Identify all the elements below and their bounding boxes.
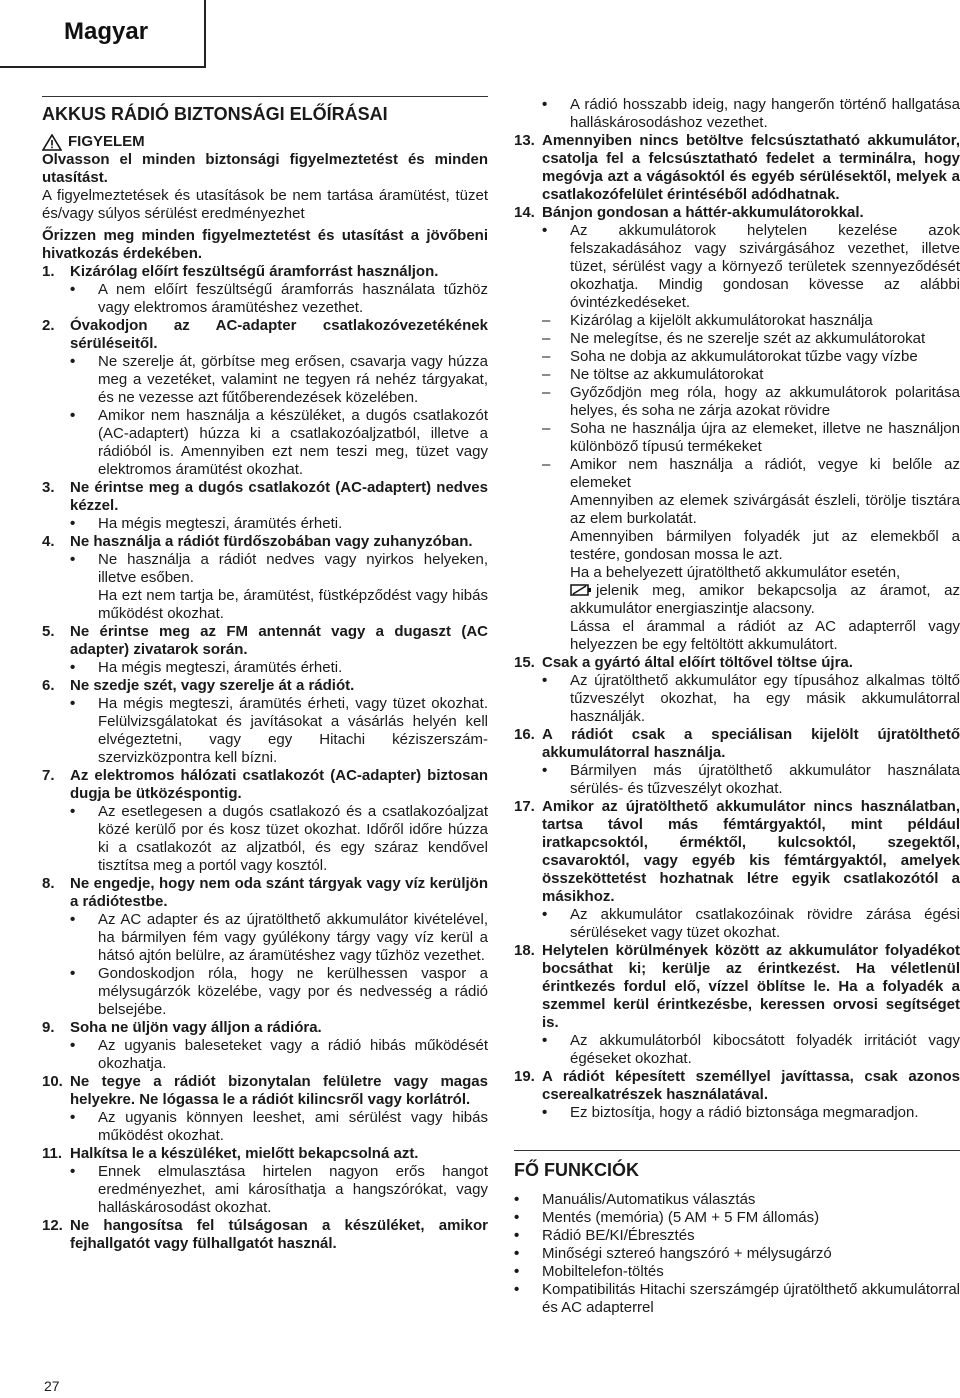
function-item: • Rádió BE/KI/Ébresztés [514, 1227, 695, 1244]
bullet: • Ha mégis megteszi, áramütés érheti, vagy tüzet okozhat. Felülvizsgálatokat és javításokat a vásárlás helyén kell elvégeztetni, vagy egy Hitachi kéziszerszám-szervizközpontra kell bízni. [70, 695, 488, 766]
bullet: • Az ugyanis könnyen leeshet, ami sérülést vagy hibás működést okozhat. [70, 1109, 488, 1144]
function-item: • Kompatibilitás Hitachi szerszámgép újratölthető akkumulátorral és AC adapterrel [514, 1281, 960, 1316]
right-column [514, 96, 960, 1317]
bullet: • Amikor nem használja a készüléket, a dugós csatlakozót (AC-adaptert) húzza ki a csatlakozóaljzatból, illetve a rádióból is. Amennyiben ezt nem teszi meg, tüzet vagy elektromos áramütést okozhat. [70, 407, 488, 478]
functions-title: FŐ FUNKCIÓK [514, 1150, 960, 1179]
bullet: • Az újratölthető akkumulátor egy típusához alkalmas töltő tűzveszélyt okozhat, ha egy másik akkumulátorral használják. [542, 672, 960, 725]
dash-item: – Amikor nem használja a rádiót, vegye ki belőle az elemeket [542, 456, 960, 491]
intro-text: A figyelmeztetések és utasítások be nem tartása áramütést, tüzet és/vagy súlyos sérülést eredményezhet [42, 187, 488, 222]
bullet: • Az ugyanis baleseteket vagy a rádió hibás működését okozhatja. [70, 1037, 488, 1072]
warning-heading [42, 133, 488, 151]
list-item: 16. A rádiót csak a speciálisan kijelölt újratölthető akkumulátorral használja. [514, 726, 960, 761]
bullet: • A rádió hosszabb ideig, nagy hangerőn történő hallgatása halláskárosodáshoz vezethet. [542, 96, 960, 131]
list-item: 2. Óvakodjon az AC-adapter csatlakozóvezetékének sérüléseitől. [42, 317, 488, 352]
function-item: • Mobiltelefon-töltés [514, 1263, 664, 1280]
dash-item: – Soha ne használja újra az elemeket, illetve ne használjon különböző típusú termékeket [542, 420, 960, 455]
keep-instructions: Őrizzen meg minden figyelmeztetést és utasítást a jövőbeni hivatkozás érdekében. [42, 227, 488, 262]
list-item: 18. Helytelen körülmények között az akkumulátor folyadékot bocsáthat ki; kerülje az érintkezést. Ha véletlenül érintkezés fordul elő, vízzel öblítse le. Ha a folyadék a szemmel kerül érintkezésbe, keressen orvosi segítséget is. [514, 942, 960, 1031]
paragraph: Amennyiben az elemek szivárgását észleli, törölje tisztára az elem burkolatát. [570, 492, 960, 527]
bullet: • Ne használja a rádiót nedves vagy nyirkos helyeken, illetve esőben. [70, 551, 488, 586]
intro-bold: Olvasson el minden biztonsági figyelmeztetést és minden utasítást. [42, 151, 488, 186]
list-item: 1. Kizárólag előírt feszültségű áramforrást használjon. [42, 263, 439, 280]
list-item: 13. Amennyiben nincs betöltve felcsúsztatható akkumulátor, csatolja fel a felcsúsztatható fedelet a terminálra, hogy megóvja azt a vágásoktól és egyéb sérülésektől, melyek a csatlakozófelület érintéséből adódhatnak. [514, 132, 960, 203]
bullet: • Gondoskodjon róla, hogy ne kerülhessen vaspor a mélysugárzók közelébe, vagy por és nedvesség a rádió belsejébe. [70, 965, 488, 1018]
paragraph: Amennyiben bármilyen folyadék jut az elemekből a testére, gondosan mossa le azt. [570, 528, 960, 563]
bullet: • Ne szerelje át, görbítse meg erősen, csavarja vagy húzza meg a vezetéket, valamint ne tegyen rá nehéz tárgyakat, és ne vezesse azt fűtőberendezések közelében. [70, 353, 488, 406]
function-item: • Manuális/Automatikus választás [514, 1191, 756, 1208]
function-item: • Minőségi sztereó hangszóró + mélysugárzó [514, 1245, 832, 1262]
list-item: 7. Az elektromos hálózati csatlakozót (AC-adapter) biztosan dugja be ütközéspontig. [42, 767, 488, 802]
list-item: 5. Ne érintse meg az FM antennát vagy a dugaszt (AC adapter) zivatarok során. [42, 623, 488, 658]
bullet: • Ha mégis megteszi, áramütés érheti. [70, 515, 343, 532]
dash-item: – Ne melegítse, és ne szerelje szét az akkumulátorokat [542, 330, 926, 347]
function-item: • Mentés (memória) (5 AM + 5 FM állomás) [514, 1209, 820, 1226]
list-item: 4. Ne használja a rádiót fürdőszobában vagy zuhanyzóban. [42, 533, 473, 550]
battery-low-icon [570, 583, 592, 597]
bullet: • Ha mégis megteszi, áramütés érheti. [70, 659, 343, 676]
bullet: • Bármilyen más újratölthető akkumulátor használata sérülés- és tűzveszélyt okozhat. [542, 762, 960, 797]
warning-triangle-icon [42, 134, 62, 151]
bullet: • A nem előírt feszültségű áramforrás használata tűzhöz vagy elektromos áramütéshez vezethet. [70, 281, 488, 316]
list-item: 12. Ne hangosítsa fel túlságosan a készüléket, amikor fejhallgatót vagy fülhallgatót használ. [42, 1217, 488, 1252]
bullet: • Az esetlegesen a dugós csatlakozó és a csatlakozóaljzat közé kerülő por és kosz tüzet okozhat. Időről időre húzza ki a csatlakozót az aljzatból, és egy száraz kendővel tisztítsa meg a portól vagy kosztól. [70, 803, 488, 874]
language-tab [0, 0, 206, 68]
dash-item: – Soha ne dobja az akkumulátorokat tűzbe vagy vízbe [542, 348, 918, 365]
paragraph: Ha a behelyezett újratölthető akkumulátor esetén, jelenik meg, amikor bekapcsolja az áramot, az akkumulátor energiaszintje alacsony. [570, 564, 960, 617]
bullet: • Az akkumulátorok helytelen kezelése azok felszakadásához vagy szivárgásához vezethet, illetve tüzet, sérülést vagy a környező területek szennyeződését okozhatja. Mindig gondosan kövesse az alábbi óvintézkedéseket. [542, 222, 960, 311]
bullet: • Ennek elmulasztása hirtelen nagyon erős hangot eredményezhet, ami károsíthatja a hangszórókat, vagy halláskárosodást okozhat. [70, 1163, 488, 1216]
language-label: Magyar [64, 18, 149, 45]
dash-item: – Ne töltse az akkumulátorokat [542, 366, 764, 383]
list-item: 3. Ne érintse meg a dugós csatlakozót (AC-adaptert) nedves kézzel. [42, 479, 488, 514]
list-item: 6. Ne szedje szét, vagy szerelje át a rádiót. [42, 677, 355, 694]
page-number: 27 [44, 1378, 60, 1394]
bullet-continuation: Ha ezt nem tartja be, áramütést, füstképződést vagy hibás működést okozhat. [98, 587, 488, 622]
bullet: • Az akkumulátor csatlakozóinak rövidre zárása égési sérüléseket vagy tüzet okozhat. [542, 906, 960, 941]
dash-item: – Győződjön meg róla, hogy az akkumulátorok polaritása helyes, és soha ne zárja azokat rövidre [542, 384, 960, 419]
bullet: • Ez biztosítja, hogy a rádió biztonsága megmaradjon. [542, 1104, 919, 1121]
left-column [42, 96, 488, 1253]
list-item: 9. Soha ne üljön vagy álljon a rádióra. [42, 1019, 322, 1036]
list-item: 17. Amikor az újratölthető akkumulátor nincs használatban, tartsa távol más fémtárgyaktól, mint például iratkapcsoktól, érméktől, kulcsoktól, szegektől, csavaroktól, vagy egyéb kis fémtárgyaktól, amelyek összeköttetést hozhatnak létre egyik csatlakozótól a másikhoz. [514, 798, 960, 905]
section-title: AKKUS RÁDIÓ BIZTONSÁGI ELŐÍRÁSAI [42, 96, 488, 123]
warning-label: FIGYELEM [68, 133, 145, 150]
bullet: • Az AC adapter és az újratölthető akkumulátor kivételével, ha bármilyen fém vagy gyúlékony tárgy vagy víz kerül a hátsó ajtón belülre, az áramütéshez vagy tűzhöz vezethet. [70, 911, 488, 964]
list-item: 10. Ne tegye a rádiót bizonytalan felületre vagy magas helyekre. Ne lógassa le a rádiót kilincsről vagy korlátról. [42, 1073, 488, 1108]
bullet: • Az akkumulátorból kibocsátott folyadék irritációt vagy égéseket okozhat. [542, 1032, 960, 1067]
paragraph: Lássa el árammal a rádiót az AC adapterről vagy helyezzen be egy feltöltött akkumulátort. [570, 618, 960, 653]
list-item: 11. Halkítsa le a készüléket, mielőtt bekapcsolná azt. [42, 1145, 419, 1162]
list-item: 19. A rádiót képesített személlyel javíttassa, csak azonos cserealkatrészek használatával. [514, 1068, 960, 1103]
list-item: 8. Ne engedje, hogy nem oda szánt tárgyak vagy víz kerüljön a rádiótestbe. [42, 875, 488, 910]
list-item: 14. Bánjon gondosan a háttér-akkumulátorokkal. [514, 204, 864, 221]
list-item: 15. Csak a gyártó által előírt töltővel töltse újra. [514, 654, 853, 671]
dash-item: – Kizárólag a kijelölt akkumulátorokat használja [542, 312, 873, 329]
